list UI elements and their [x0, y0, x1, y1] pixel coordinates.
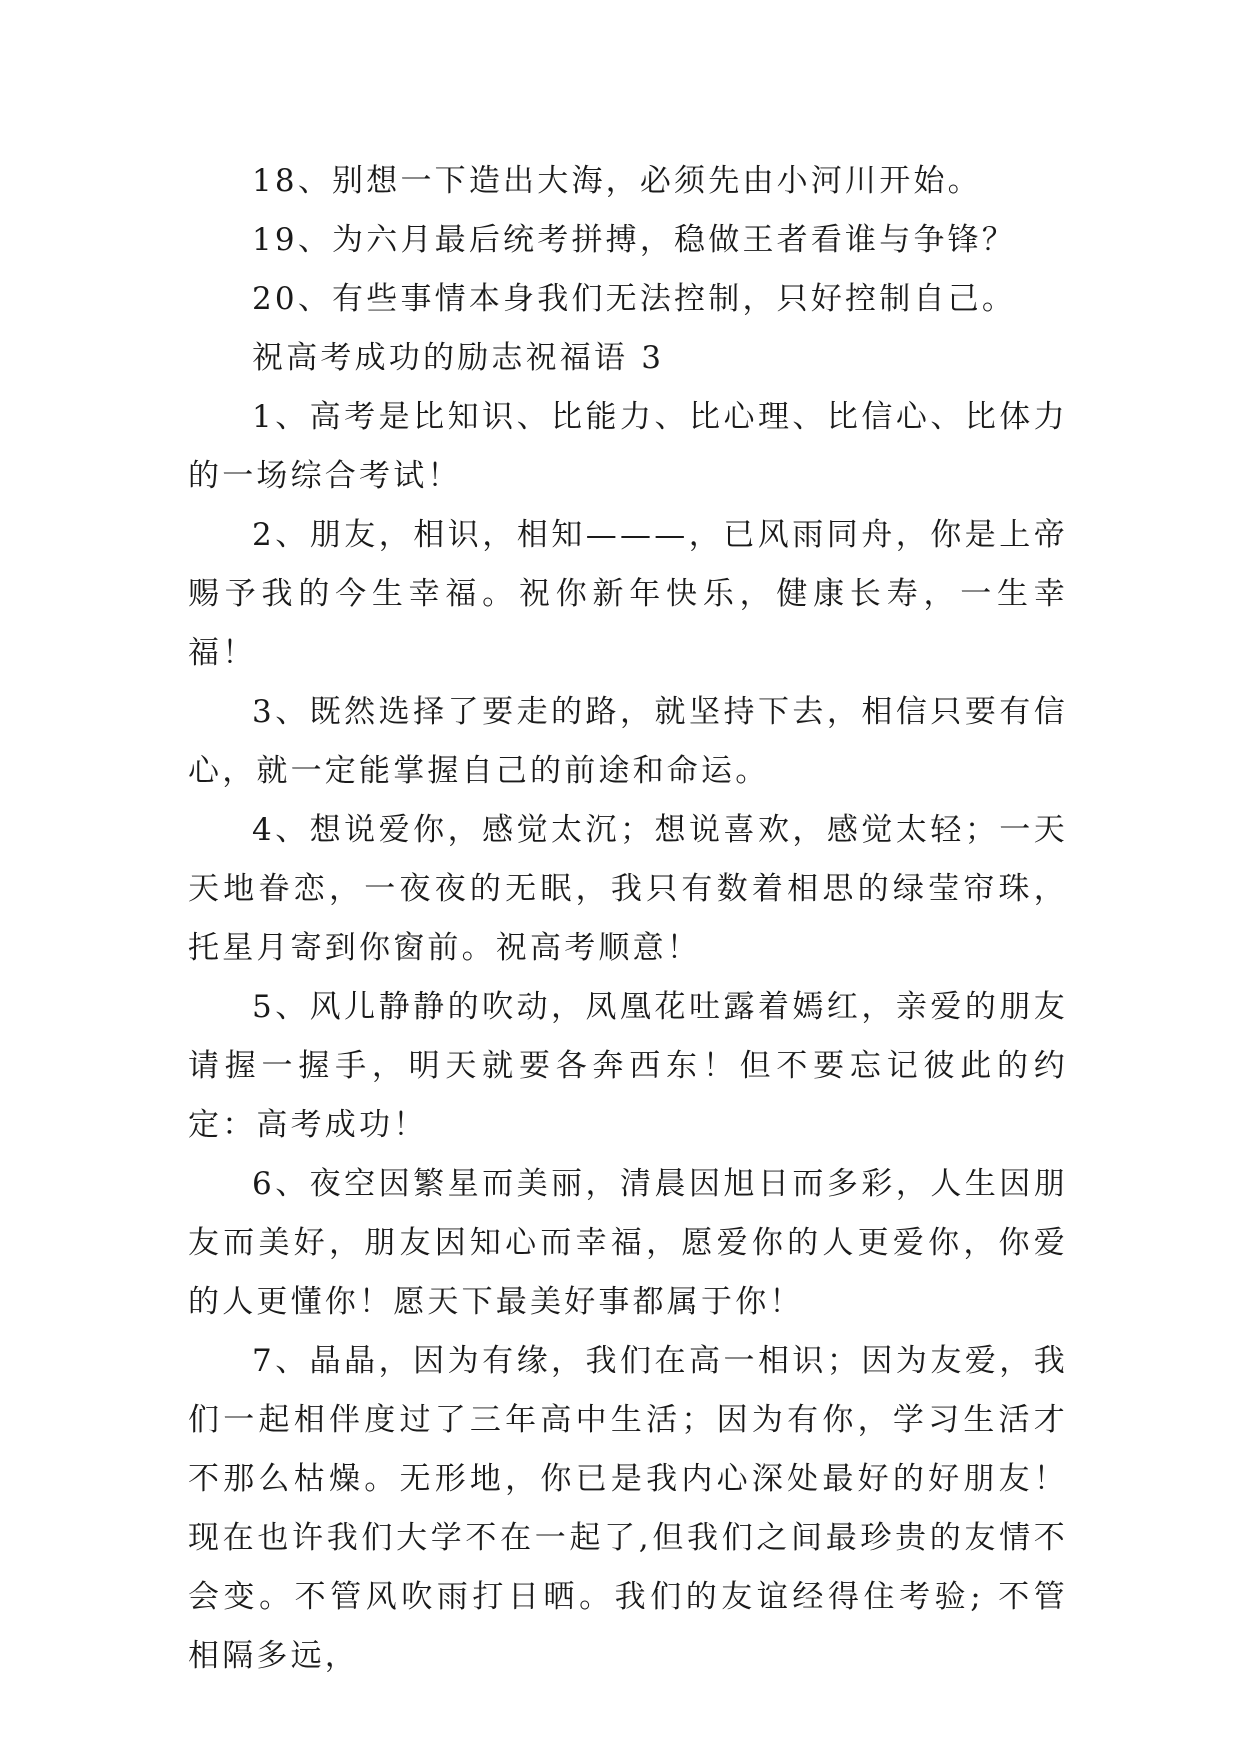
paragraph-4: 4、想说爱你，感觉太沉；想说喜欢，感觉太轻；一天天地眷恋，一夜夜的无眠，我只有数着相思的绿莹帘珠，托星月寄到你窗前。祝高考顺意！: [188, 812, 1068, 966]
paragraph-19: 19、为六月最后统考拼搏，稳做王者看谁与争锋？: [252, 222, 1017, 258]
paragraph-3: 3、既然选择了要走的路，就坚持下去，相信只要有信心，就一定能掌握自己的前途和命运。: [188, 694, 1068, 789]
paragraph-18: 18、别想一下造出大海，必须先由小河川开始。: [252, 163, 982, 199]
document-page: [188, 152, 1068, 1686]
paragraph-5: 5、风儿静静的吹动，凤凰花吐露着嫣红，亲爱的朋友请握一握手，明天就要各奔西东！但不要忘记彼此的约定：高考成功！: [188, 989, 1068, 1143]
paragraph-6: 6、夜空因繁星而美丽，清晨因旭日而多彩，人生因朋友而美好，朋友因知心而幸福，愿爱你的人更爱你，你爱的人更懂你！愿天下最美好事都属于你！: [188, 1166, 1068, 1320]
paragraph-20: 20、有些事情本身我们无法控制，只好控制自己。: [252, 281, 1017, 317]
paragraph-1: 1、高考是比知识、比能力、比心理、比信心、比体力的一场综合考试！: [188, 399, 1068, 494]
paragraph-2: 2、朋友，相识，相知———，已风雨同舟，你是上帝赐予我的今生幸福。祝你新年快乐，健康长寿，一生幸福！: [188, 517, 1068, 671]
section-heading: 祝高考成功的励志祝福语 3: [252, 340, 665, 376]
paragraph-7: 7、晶晶，因为有缘，我们在高一相识；因为友爱，我们一起相伴度过了三年高中生活；因为有你，学习生活才不那么枯燥。无形地，你已是我内心深处最好的好朋友！现在也许我们大学不在一起了,但我们之间最珍贵的友情不会变。不管风吹雨打日晒。我们的友谊经得住考验; 不管相隔多远，: [188, 1343, 1068, 1674]
